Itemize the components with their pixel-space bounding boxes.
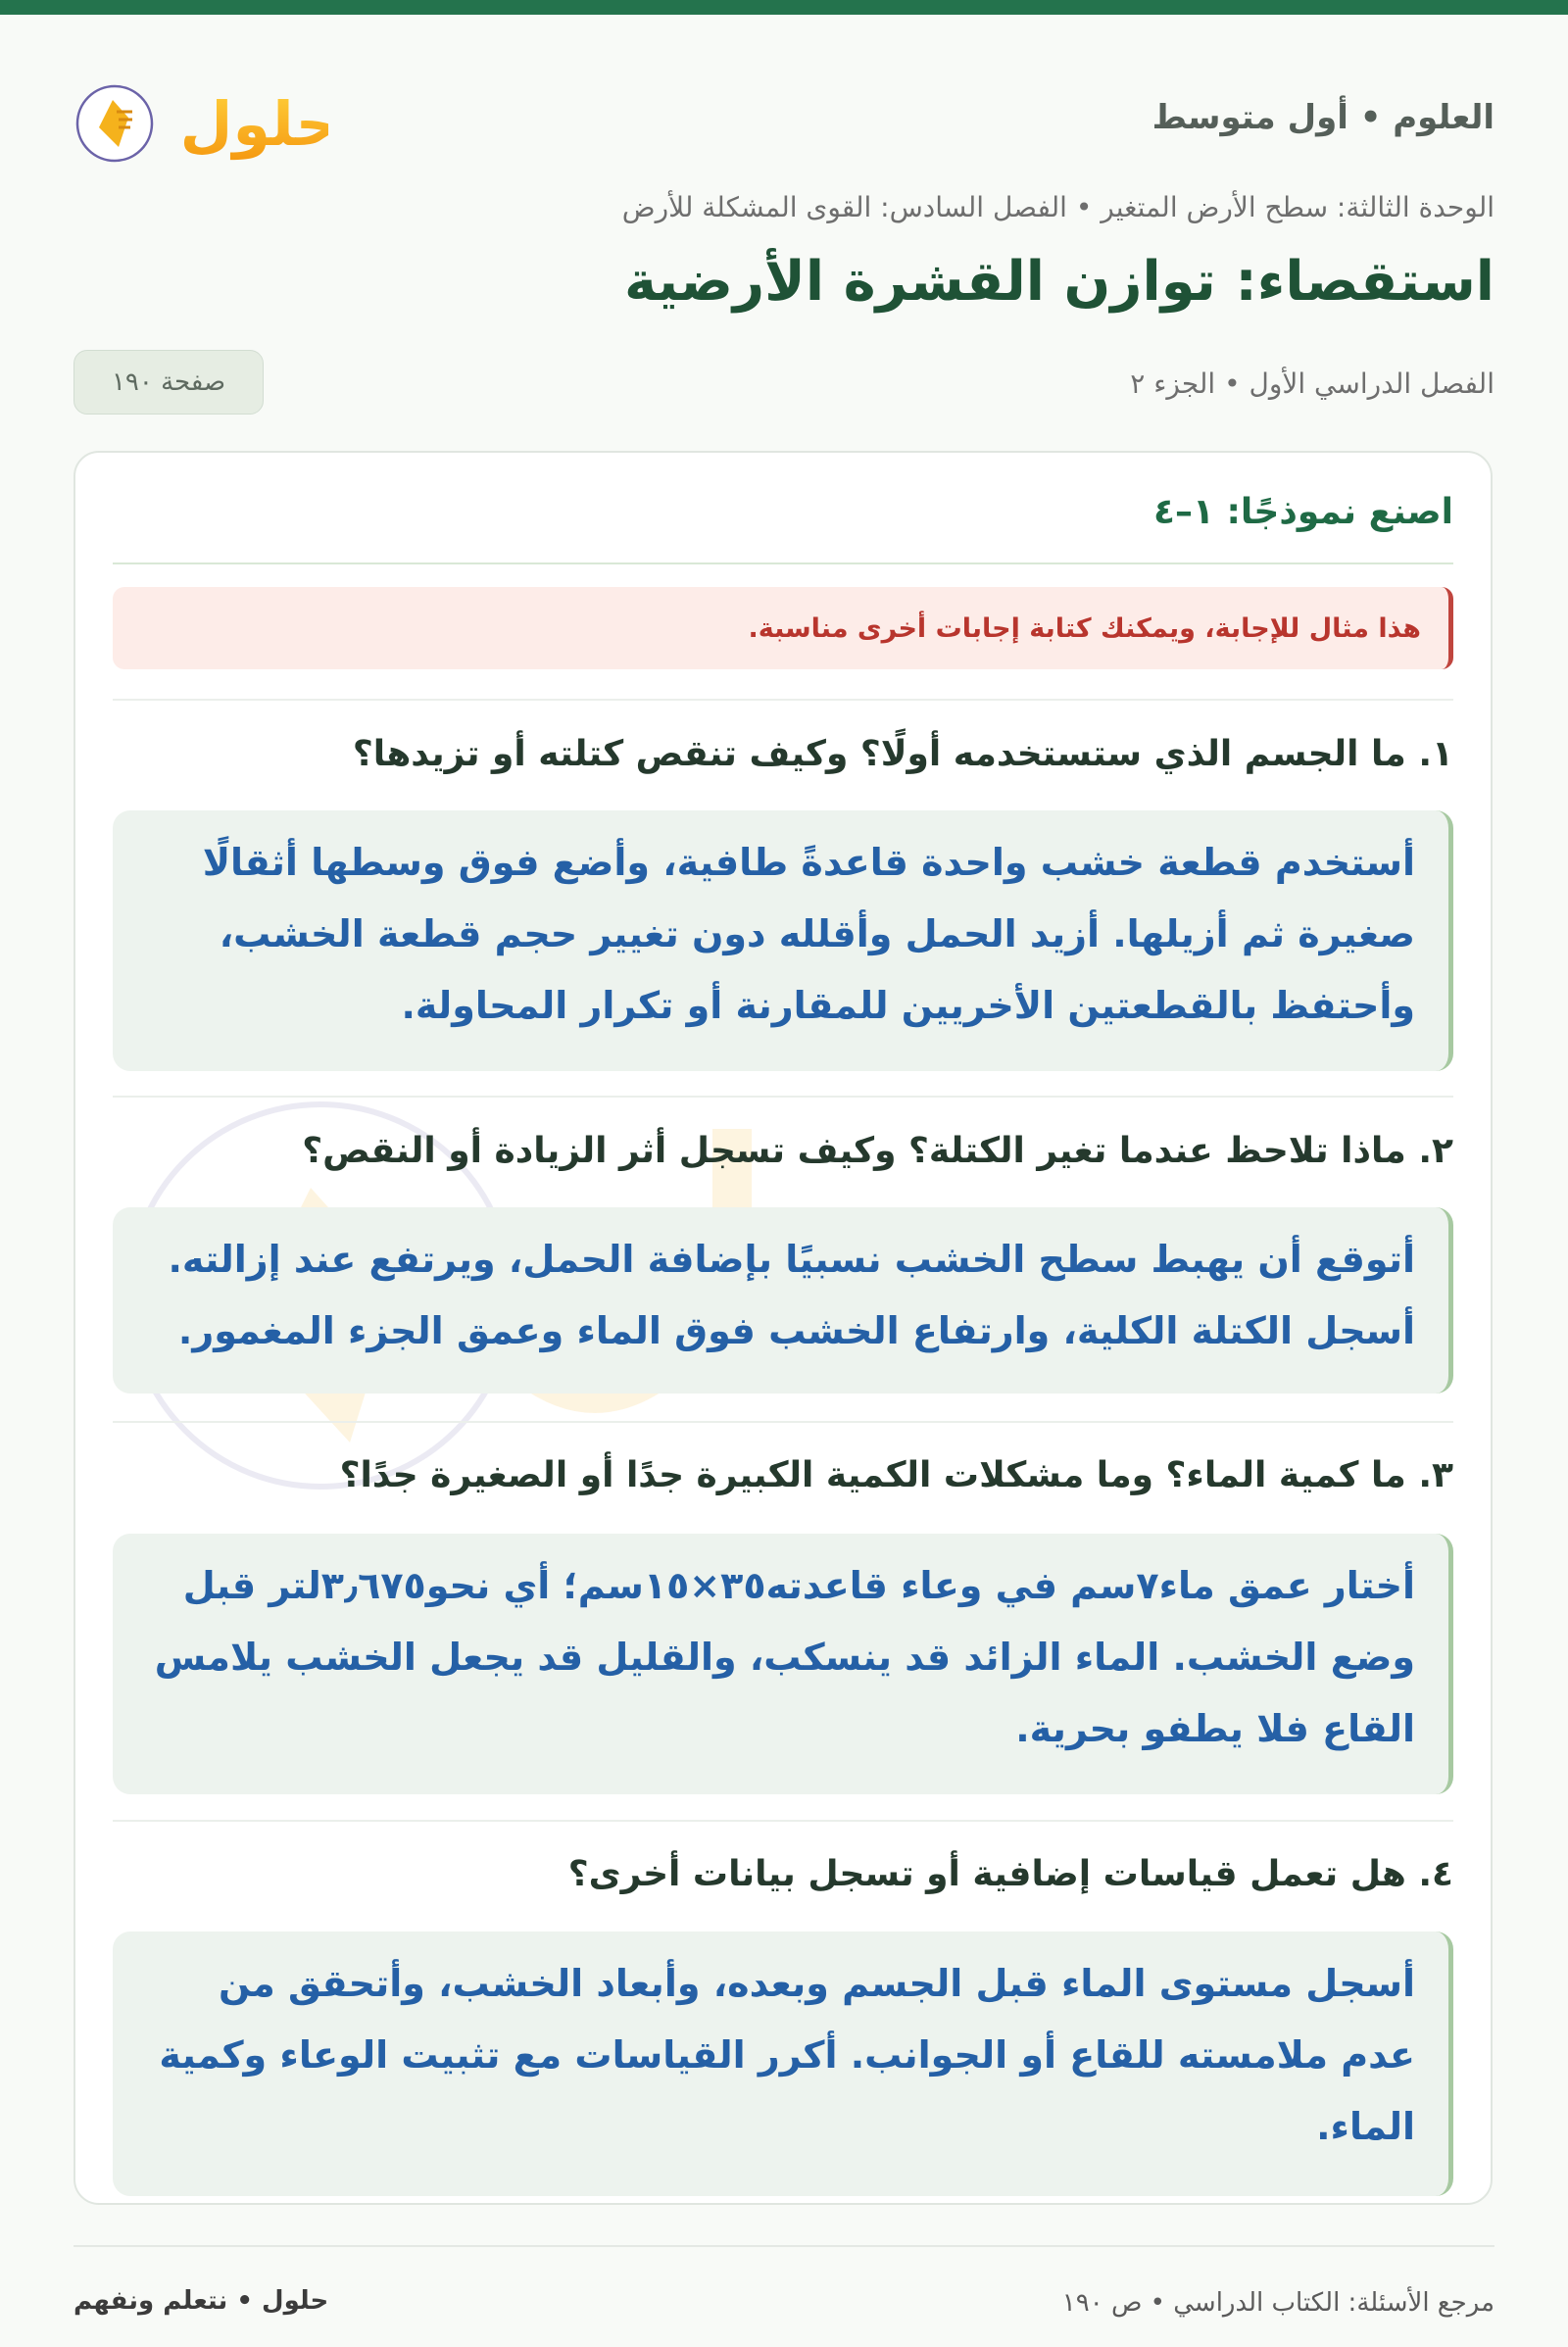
hulul-logo[interactable]	[74, 69, 328, 176]
divider	[113, 1820, 1453, 1822]
footer-reference: مرجع الأسئلة: الكتاب الدراسي • ص ١٩٠	[1061, 2288, 1494, 2318]
question-2: ٢. ماذا تلاحظ عندما تغير الكتلة؟ وكيف تسجل أثر الزيادة أو النقص؟	[302, 1131, 1453, 1171]
page-title: استقصاء: توازن القشرة الأرضية	[624, 250, 1494, 314]
question-3: ٣. ما كمية الماء؟ وما مشكلات الكمية الكبيرة جدًا أو الصغيرة جدًا؟	[339, 1455, 1453, 1495]
divider	[113, 699, 1453, 701]
page	[0, 15, 1568, 2347]
logo-text: حلول	[179, 88, 328, 160]
top-accent-bar	[0, 0, 1568, 15]
breadcrumb: الوحدة الثالثة: سطح الأرض المتغير • الفصل السادس: القوى المشكلة للأرض	[621, 191, 1494, 223]
question-1: ١. ما الجسم الذي ستستخدمه أولًا؟ وكيف تنقص كتلته أو تزيدها؟	[352, 734, 1453, 774]
page-number-badge: صفحة ١٩٠	[74, 350, 264, 415]
card-content	[113, 453, 1453, 2203]
question-4: ٤. هل تعمل قياسات إضافية أو تسجل بيانات أخرى؟	[567, 1854, 1453, 1894]
answer-2: أتوقع أن يهبط سطح الخشب نسبيًا بإضافة الحمل، ويرتفع عند إزالته. أسجل الكتلة الكلية، وارتفاع الخشب فوق الماء وعمق الجزء المغمور.	[113, 1207, 1453, 1394]
footer-brand: حلول • نتعلم ونفهم	[74, 2286, 329, 2316]
answer-3: أختار عمق ماء٧سم في وعاء قاعدته٣٥×١٥سم؛ أي نحو٣٫٦٧٥لتر قبل وضع الخشب. الماء الزائد قد ينسكب، والقليل قد يجعل الخشب يلامس القاع فلا يطفو بحرية.	[113, 1534, 1453, 1794]
semester-label: الفصل الدراسي الأول • الجزء ٢	[1130, 367, 1494, 400]
answer-1: أستخدم قطعة خشب واحدة قاعدةً طافية، وأضع فوق وسطها أثقالًا صغيرة ثم أزيلها. أزيد الحمل وأقلله دون تغيير حجم قطعة الخشب، وأحتفظ بالقطعتين الأخريين للمقارنة أو تكرار المحاولة.	[113, 810, 1453, 1071]
subject-label: العلوم • أول متوسط	[1152, 98, 1494, 137]
title-divider	[113, 562, 1453, 564]
solution-card	[74, 451, 1493, 2205]
example-note: هذا مثال للإجابة، ويمكنك كتابة إجابات أخرى مناسبة.	[113, 587, 1453, 669]
divider	[113, 1096, 1453, 1098]
card-title: اصنع نموذجًا: ١–٤	[1152, 492, 1453, 532]
answer-4: أسجل مستوى الماء قبل الجسم وبعده، وأبعاد الخشب، وأتحقق من عدم ملامسته للقاع أو الجوانب. أكرر القياسات مع تثبيت الوعاء وكمية الماء.	[113, 1931, 1453, 2196]
divider	[113, 1421, 1453, 1423]
header	[74, 69, 1494, 176]
footer-divider	[74, 2245, 1494, 2247]
